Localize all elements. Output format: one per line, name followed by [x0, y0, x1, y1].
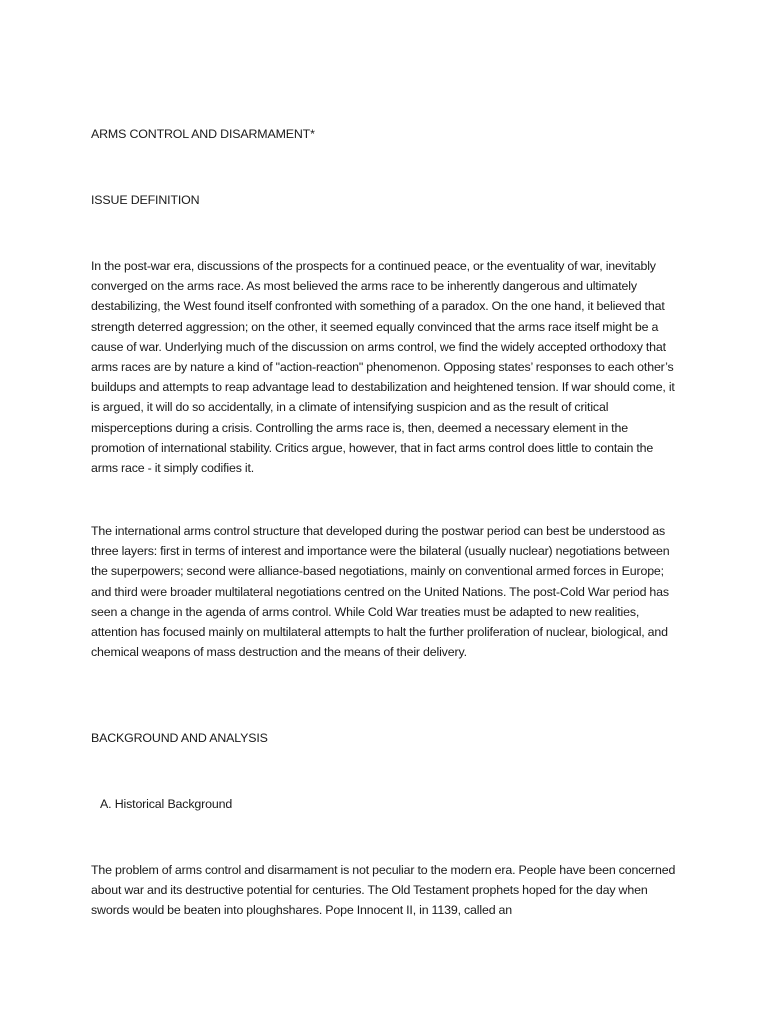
issue-definition-paragraph-2: The international arms control structure that developed during the postwar period can best be understood as three layers: first in terms of interest and importance were the bilateral (usually nuclear) negotiations between the superpowers; second were alliance-based negotiations, mainly on conventional armed forces in Europe; and third were broader multilateral negotiations centred on the United Nations. The post-Cold War period has seen a change in the agenda of arms control. While Cold War treaties must be adapted to new realities, attention has focused mainly on multilateral attempts to halt the further proliferation of nuclear, biological, and chemical weapons of mass destruction and the means of their delivery. [91, 524, 670, 660]
background-analysis-heading: BACKGROUND AND ANALYSIS [91, 731, 268, 745]
issue-definition-paragraph-1: In the post-war era, discussions of the prospects for a continued peace, or the eventuality of war, inevitably converged on the arms race. As most believed the arms race to be inherently dangerous and ultimately destabilizing, the West found itself confronted with something of a paradox. On the one hand, it believed that strength deterred aggression; on the other, it seemed equally convinced that the arms race itself might be a cause of war. Underlying much of the discussion on arms control, we find the widely accepted orthodoxy that arms races are by nature a kind of "action-reaction" phenomenon. Opposing states’ responses to each other’s buildups and attempts to reap advantage lead to destabilization and heightened tension. If war should come, it is argued, it will do so accidentally, in a climate of intensifying suspicion and as the result of critical misperceptions during a crisis. Controlling the arms race is, then, deemed a necessary element in the promotion of international stability. Critics argue, however, that in fact arms control does little to contain the arms race - it simply codifies it. [91, 259, 675, 476]
historical-background-subheading: A. Historical Background [100, 797, 233, 811]
document-title: ARMS CONTROL AND DISARMAMENT* [91, 127, 315, 141]
issue-definition-heading: ISSUE DEFINITION [91, 193, 200, 207]
historical-background-paragraph: The problem of arms control and disarmament is not peculiar to the modern era. People have been concerned about war and its destructive potential for centuries. The Old Testament prophets hoped for the day when swords would be beaten into ploughshares. Pope Innocent II, in 1139, called an [91, 863, 676, 918]
